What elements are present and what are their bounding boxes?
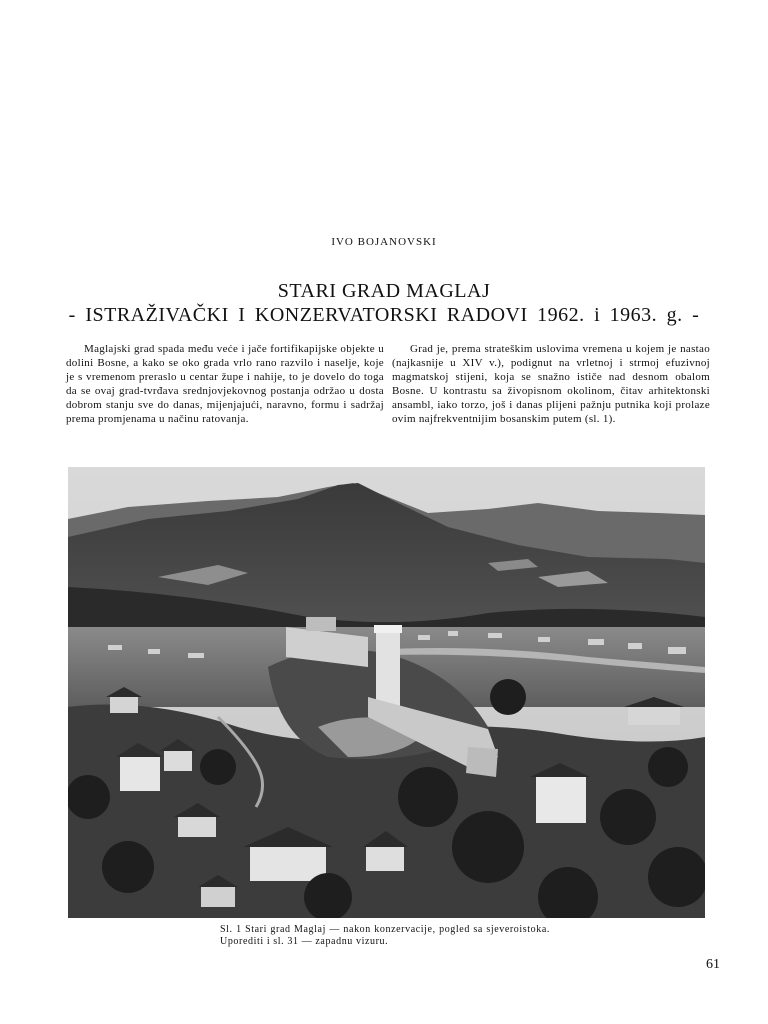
page-number: 61: [706, 957, 720, 972]
figure-caption: [220, 924, 550, 948]
article-title: STARI GRAD MAGLAJ: [277, 280, 491, 302]
paragraph-left: Maglajski grad spada među veće i jače fortifikapijske objekte u dolini Bosne, a kako se oko grada vrlo rano razvilo i naselje, koje je s vremenom preraslo u centar župe i nahije, to je dovelo do toga da se ovaj grad-tvrđava srednjovjekovnog postanja održao u dosta dobrom stanju sve do danas, mijenjajući, naravno, formu i sadržaj prema promjenama u načinu ratovanja.: [66, 343, 384, 425]
caption-text: Sl. 1 Stari grad Maglaj — nakon konzervacije, pogled sa sjeveroistoka. Uporediti i sl. 31 — zapadnu vizuru.: [220, 924, 550, 947]
text-column-left: [66, 342, 384, 426]
figure-photo: [68, 467, 705, 918]
paragraph-right: Grad je, prema strateškim uslovima vremena u kojem je nastao (najkasnije u XIV v.), podignut na vrletnoj i strmoj efuzivnoj magmatskoj stijeni, koja se snažno ističe nad desnom obalom Bosne. U kontrastu sa živopisnom okolinom, čitav arhitektonski ansambl, iako torzo, još i danas plijeni pažnju putnika koji prolaze ovim najfrekventnijim bosanskim putem (sl. 1).: [392, 343, 710, 425]
article-subtitle: - ISTRAŽIVAČKI I KONZERVATORSKI RADOVI 1962. i 1963. g. -: [68, 304, 700, 326]
text-column-right: [392, 342, 710, 426]
author-name: IVO BOJANOVSKI: [331, 236, 437, 248]
